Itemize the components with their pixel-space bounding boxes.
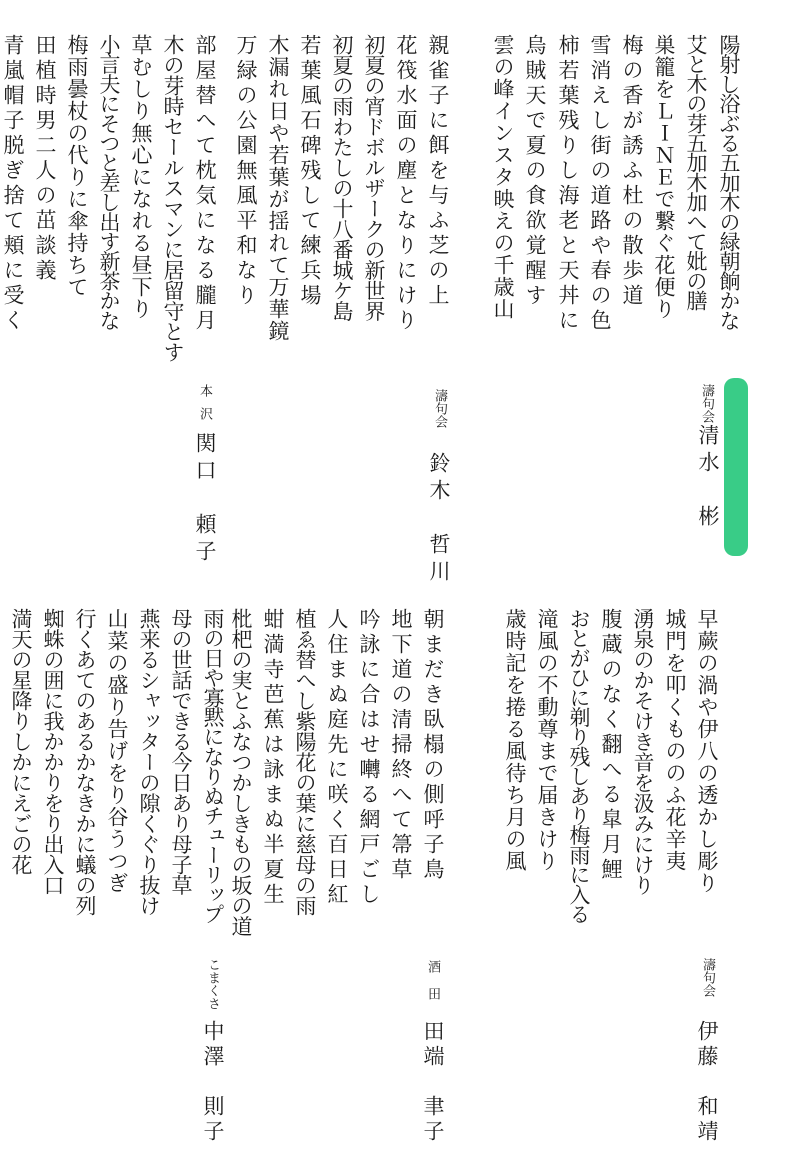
group-label: 濤句会 <box>432 389 447 428</box>
group-label: 濤句会 <box>699 384 714 423</box>
haiku-line: 人住まぬ庭先に咲く百日紅 <box>325 608 349 908</box>
author-name: 中澤 則子 <box>201 1020 225 1145</box>
haiku-line: 木の芽時セールスマンに居留守とす <box>161 34 185 362</box>
haiku-line: 城門を叩くもののふ花辛夷 <box>663 608 687 872</box>
haiku-line: 植ゑ替へし紫陽花の葉に慈母の雨 <box>293 608 317 916</box>
haiku-line: 雪消えし街の道路や春の色 <box>588 34 612 334</box>
haiku-line: 吟詠に合はせ囀る網戸ごし <box>357 608 381 908</box>
haiku-line: 初夏の雨わたしの十八番城ケ島 <box>330 34 354 321</box>
haiku-line: 陽射し浴ぶる五加木の緑朝餉かな <box>717 34 741 330</box>
haiku-line: 朝まだき臥榻の側呼子鳥 <box>421 608 445 883</box>
haiku-line: 初夏の宵ドボルザークの新世界 <box>362 34 386 321</box>
haiku-line: 蚶満寺芭蕉は詠まぬ半夏生 <box>261 608 285 908</box>
haiku-line: 若葉風石碑残して練兵場 <box>298 34 322 309</box>
author-name: 鈴木 哲川 <box>427 452 451 587</box>
group-label: こまくさ <box>205 958 220 1010</box>
haiku-line: 燕来るシャッターの隙くぐり抜け <box>137 608 161 916</box>
haiku-line: 山菜の盛り告げをり谷うつぎ <box>105 608 129 894</box>
haiku-line: 梅の香が誘ふ杜の散歩道 <box>620 34 644 309</box>
haiku-line: 烏賊天で夏の食欲覚醒す <box>523 34 547 309</box>
section-suzuki <box>234 34 462 594</box>
haiku-line: 田植時男二人の茁談義 <box>33 34 57 284</box>
haiku-line: 木漏れ日や若葉が揺れて万華鏡 <box>266 34 290 342</box>
author-name: 清水 彬 <box>696 424 720 532</box>
section-sekiguchi <box>1 34 238 594</box>
haiku-line: 艾と木の芽五加木加へて妣の膳 <box>684 34 708 310</box>
section-tabata <box>229 608 462 1145</box>
author-name: 田端 聿子 <box>421 1020 445 1145</box>
haiku-line: 部屋替へて枕気になる朧月 <box>193 34 217 334</box>
haiku-line: 早蕨の渦や伊八の透かし彫り <box>695 608 719 894</box>
haiku-line: 滝風の不動尊まで届きけり <box>535 608 559 872</box>
section-ito <box>500 608 740 1145</box>
group-label: 本沢 <box>197 384 212 430</box>
haiku-line: 柿若葉残りし海老と天丼に <box>556 34 580 334</box>
section-nakazawa <box>9 608 238 1145</box>
haiku-line: 雨の日や寡黙になりぬチューリップ <box>201 608 225 924</box>
haiku-line: 歳時記を捲る風待ち月の風 <box>503 608 527 872</box>
haiku-line: 青嵐帽子脱ぎ捨て頬に受く <box>1 34 25 334</box>
haiku-line: 行くあてのあるかなきかに蟻の列 <box>73 608 97 916</box>
author-name: 関口 頼子 <box>193 432 217 567</box>
haiku-line: 親雀子に餌を与ふ芝の上 <box>426 34 450 309</box>
haiku-line: おとがひに剃り残しあり梅雨に入る <box>567 608 591 924</box>
haiku-line: 梅雨曇杖の代りに傘持ちて <box>65 34 89 298</box>
haiku-line: 蜘蛛の囲に我かかりをり出入口 <box>41 608 65 895</box>
haiku-line: 小言夫にそつと差し出す新茶かな <box>97 34 121 330</box>
haiku-line: 地下道の清掃終へて箒草 <box>389 608 413 883</box>
haiku-line: 草むしり無心になれる昼下り <box>129 34 153 320</box>
section-shimizu <box>492 34 752 594</box>
haiku-line: 花筏水面の塵となりにけり <box>394 34 418 334</box>
haiku-line: 湧泉のかそけき音を汲みにけり <box>631 608 655 895</box>
haiku-line: 枇杷の実とふなつかしきもの坂の道 <box>229 608 253 936</box>
group-label: 酒田 <box>425 960 440 1014</box>
author-name: 伊藤 和靖 <box>695 1020 719 1145</box>
haiku-line: 雲の峰インスタ映えの千歳山 <box>491 34 515 320</box>
group-label: 濤句会 <box>700 958 715 997</box>
haiku-line: 万緑の公園無風平和なり <box>234 34 258 309</box>
haiku-line: 母の世話できる今日あり母子草 <box>169 608 193 895</box>
haiku-line: 巣籠をＬＩＮＥで繋ぐ花便り <box>652 34 676 320</box>
haiku-line: 腹蔵のなく翻へる皐月鯉 <box>599 608 623 883</box>
haiku-line: 満天の星降りしかにえごの花 <box>9 608 33 875</box>
